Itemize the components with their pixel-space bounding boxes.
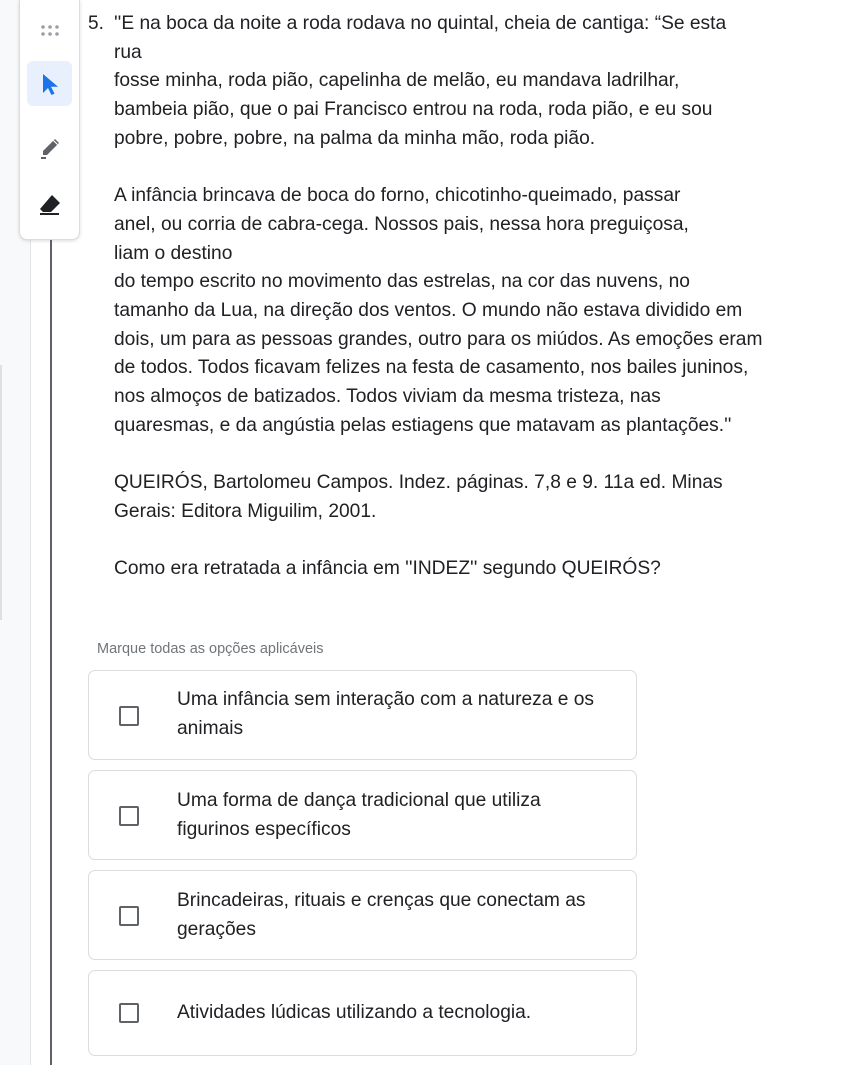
option-item[interactable] [88, 670, 637, 760]
drag-handle-icon [40, 24, 60, 38]
eraser-tool-button[interactable] [27, 181, 72, 226]
option-checkbox[interactable] [119, 806, 139, 826]
question-progress-line [50, 238, 52, 1065]
cursor-arrow-icon [39, 72, 61, 96]
instruction-text: Marque todas as opções aplicáveis [97, 641, 324, 657]
option-checkbox[interactable] [119, 906, 139, 926]
question-paragraph: do tempo escrito no movimento das estrelas, na cor das nuvens, no tamanho da Lua, na direção dos ventos. O mundo não estava dividido em dois, um para as pessoas grandes, outro para os miúdos. As emoções eram de todos. Todos ficavam felizes na festa de casamento, nos bailes juninos, nos almoços de batizados. Todos viviam da mesma tristeza, nas quaresmas, e da angústia pelas estiagens que matavam as plantações.'' [114, 271, 763, 436]
option-item[interactable] [88, 770, 637, 860]
left-edge-marker [0, 365, 2, 620]
option-label: Brincadeiras, rituais e crenças que conectam as gerações [177, 890, 586, 940]
question-paragraph: fosse minha, roda pião, capelinha de melão, eu mandava ladrilhar, bambeia pião, que o pai Francisco entrou na roda, roda pião, e eu sou pobre, pobre, pobre, na palma da minha mão, roda pião. [114, 70, 713, 149]
select-tool-button[interactable] [27, 61, 72, 106]
pen-tool-button[interactable] [27, 125, 72, 170]
option-item[interactable] [88, 870, 637, 960]
option-label: Uma infância sem interação com a natureza e os animais [177, 689, 595, 739]
option-checkbox[interactable] [119, 1003, 139, 1023]
question-text [114, 10, 764, 584]
eraser-icon [37, 192, 63, 216]
question-block [88, 10, 768, 584]
annotation-toolbar [19, 0, 80, 240]
option-checkbox[interactable] [119, 706, 139, 726]
question-prompt: Como era retratada a infância em ''INDEZ'' segundo QUEIRÓS? [114, 558, 661, 580]
question-paragraph: A infância brincava de boca do forno, chicotinho-queimado, passar anel, ou corria de cabra-cega. Nossos pais, nessa hora preguiçosa, liam o destino [114, 185, 689, 264]
option-item[interactable] [88, 970, 637, 1056]
option-label: Atividades lúdicas utilizando a tecnologia. [177, 1002, 532, 1023]
question-number: 5. [88, 13, 104, 34]
drag-handle-button[interactable] [27, 8, 72, 53]
citation: QUEIRÓS, Bartolomeu Campos. Indez. páginas. 7,8 e 9. 11a ed. Minas Gerais: Editora Miguilim, 2001. [114, 472, 723, 522]
question-paragraph: ''E na boca da noite a roda rodava no quintal, cheia de cantiga: “Se esta rua [114, 13, 727, 63]
pen-icon [38, 136, 62, 160]
option-label: Uma forma de dança tradicional que utiliza figurinos específicos [177, 790, 541, 840]
